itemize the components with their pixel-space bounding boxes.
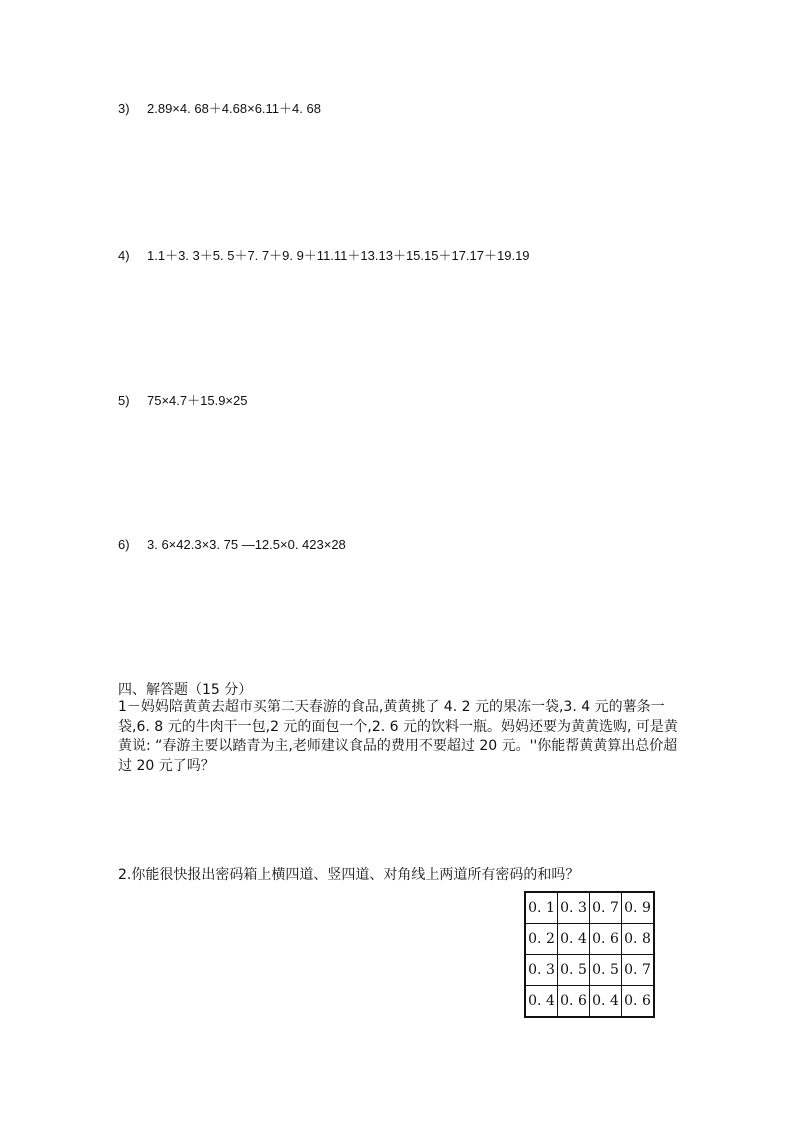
grid-cell: 0. 4 (558, 924, 590, 955)
grid-cell: 0. 4 (525, 986, 558, 1018)
problem-expression: 1.1＋3. 3＋5. 5＋7. 7＋9. 9＋11.11＋13.13＋15.15＋17.17＋19.19 (147, 248, 530, 263)
grid-cell: 0. 1 (525, 892, 558, 924)
grid-cell: 0. 8 (622, 924, 655, 955)
grid-cell: 0. 7 (590, 892, 622, 924)
grid-cell: 0. 5 (558, 955, 590, 986)
problem-4 (118, 245, 530, 264)
question-1: 1－妈妈陪黄黄去超市买第二天春游的食品,黄黄挑了 4. 2 元的果冻一袋,3. 4 元的薯条一袋,6. 8 元的牛肉干一包,2 元的面包一个,2. 6 元的饮料一瓶。妈妈还要为黄黄选购, 可是黄黄说: “春游主要以踏青为主,老师建议食品的费用不要超过 20 元。''你能帮黄黄算出总价超过 20 元了吗？ (118, 699, 678, 774)
problem-number: 5) (118, 393, 130, 408)
grid-cell: 0. 2 (525, 924, 558, 955)
problem-5 (118, 390, 247, 409)
grid-cell: 0. 6 (622, 986, 655, 1018)
problem-expression: 2.89×4. 68＋4.68×6.11＋4. 68 (147, 101, 321, 116)
grid-cell: 0. 4 (590, 986, 622, 1018)
password-grid (524, 891, 655, 1018)
grid-cell: 0. 5 (590, 955, 622, 986)
question-2: 2.你能很快报出密码箱上横四道、竖四道、对角线上两道所有密码的和吗？ (118, 867, 580, 883)
problem-expression: 75×4.7＋15.9×25 (147, 393, 248, 408)
problem-number: 4) (118, 248, 130, 263)
problem-number: 3) (118, 101, 130, 116)
problem-3 (118, 98, 321, 117)
grid-row (525, 955, 654, 986)
grid-cell: 0. 3 (525, 955, 558, 986)
grid-row (525, 924, 654, 955)
problem-expression: 3. 6×42.3×3. 75 —12.5×0. 423×28 (147, 537, 346, 552)
grid-cell: 0. 6 (590, 924, 622, 955)
grid-row (525, 892, 654, 924)
section-title: 四、解答题（15 分） (118, 682, 253, 698)
grid-cell: 0. 9 (622, 892, 655, 924)
grid-cell: 0. 7 (622, 955, 655, 986)
grid-cell: 0. 3 (558, 892, 590, 924)
problem-number: 6) (118, 537, 130, 552)
problem-6 (118, 537, 346, 552)
grid-row (525, 986, 654, 1018)
grid-cell: 0. 6 (558, 986, 590, 1018)
